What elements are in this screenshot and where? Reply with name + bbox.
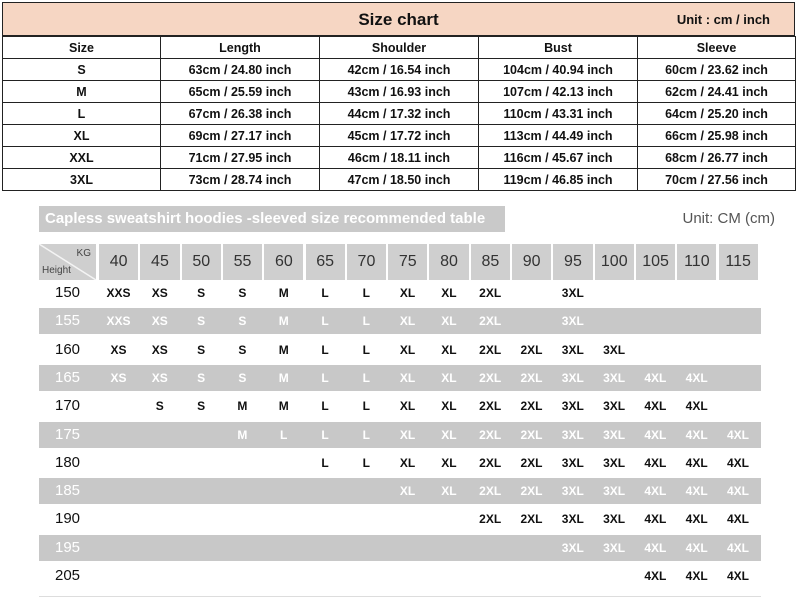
- table-cell: 70cm / 27.56 inch: [638, 169, 796, 191]
- size-cell: 4XL: [726, 455, 749, 470]
- size-cell: M: [278, 314, 289, 329]
- table-row: [39, 422, 761, 448]
- size-cell: 3XL: [603, 370, 626, 385]
- size-cell: M: [278, 286, 289, 300]
- size-cell: XL: [441, 455, 457, 470]
- table-row: [3, 147, 796, 169]
- column-header-sleeve: Sleeve: [638, 37, 796, 59]
- size-cell: 2XL: [520, 370, 543, 385]
- size-cell: 4XL: [685, 540, 708, 555]
- size-cell: M: [237, 399, 248, 414]
- kg-column-header: 75: [388, 244, 427, 280]
- size-cell: 2XL: [479, 314, 502, 329]
- size-cell: 2XL: [479, 427, 502, 442]
- size-cell: S: [197, 399, 206, 414]
- size-cell: S: [238, 286, 247, 300]
- size-cell: 4XL: [644, 427, 667, 442]
- kg-column-header: 95: [553, 244, 592, 280]
- size-cell: 4XL: [685, 427, 708, 442]
- size-cell: XL: [399, 286, 416, 300]
- size-chart-header-row: [3, 37, 796, 59]
- size-cell: XL: [441, 342, 457, 357]
- table-cell: 44cm / 17.32 inch: [320, 103, 479, 125]
- table-cell: XXL: [3, 147, 161, 169]
- column-header-shoulder: Shoulder: [320, 37, 479, 59]
- size-cell: XL: [399, 399, 416, 414]
- size-cell: L: [321, 342, 329, 357]
- size-cell: 3XL: [561, 314, 584, 329]
- size-cell: S: [197, 342, 206, 357]
- size-cell: L: [362, 427, 370, 442]
- size-cell: M: [278, 370, 289, 385]
- height-label: 190: [54, 510, 81, 528]
- size-cell: 4XL: [685, 399, 708, 414]
- height-label: 175: [54, 425, 81, 443]
- size-cell: 4XL: [685, 569, 708, 583]
- size-cell: 4XL: [726, 512, 749, 527]
- table-cell: 69cm / 27.17 inch: [161, 125, 320, 147]
- size-cell: 3XL: [603, 427, 626, 442]
- table-cell: 104cm / 40.94 inch: [479, 59, 638, 81]
- size-chart-title: Size chart: [358, 10, 439, 29]
- size-cell: M: [278, 399, 289, 414]
- kg-column-header: 60: [264, 244, 303, 280]
- size-cell: 2XL: [479, 286, 502, 300]
- size-cell: L: [280, 427, 288, 442]
- table-row: [3, 59, 796, 81]
- height-label: 205: [54, 567, 81, 584]
- size-cell: 4XL: [644, 455, 667, 470]
- size-cell: XL: [441, 427, 457, 442]
- size-cell: XS: [151, 314, 168, 329]
- kg-column-header: 65: [306, 244, 345, 280]
- size-cell: XS: [151, 370, 168, 385]
- size-cell: 4XL: [685, 370, 708, 385]
- size-cell: XL: [441, 314, 457, 329]
- height-label: 150: [54, 284, 81, 301]
- size-cell: 2XL: [520, 427, 543, 442]
- height-label: 170: [54, 397, 81, 415]
- size-cell: 2XL: [479, 370, 502, 385]
- size-cell: 4XL: [685, 512, 708, 527]
- table-row: [39, 393, 761, 419]
- size-cell: L: [362, 455, 370, 470]
- size-cell: 4XL: [685, 455, 708, 470]
- size-cell: 2XL: [479, 342, 502, 357]
- size-cell: 3XL: [561, 540, 584, 555]
- kg-column-header: 40: [99, 244, 138, 280]
- size-chart-header: [2, 2, 795, 36]
- size-cell: 3XL: [603, 540, 626, 555]
- size-cell: S: [238, 342, 247, 357]
- table-cell: 3XL: [3, 169, 161, 191]
- size-cell: 4XL: [644, 484, 667, 499]
- table-cell: 45cm / 17.72 inch: [320, 125, 479, 147]
- table-cell: 47cm / 18.50 inch: [320, 169, 479, 191]
- size-cell: 3XL: [561, 427, 584, 442]
- corner-header: [39, 244, 96, 280]
- kg-column-header: 80: [429, 244, 468, 280]
- size-cell: L: [321, 314, 329, 329]
- size-cell: 2XL: [479, 512, 502, 527]
- table-row: [39, 450, 761, 476]
- table-cell: 65cm / 25.59 inch: [161, 81, 320, 103]
- size-cell: 2XL: [520, 512, 543, 527]
- size-chart-unit: Unit : cm / inch: [676, 12, 770, 27]
- size-cell: XL: [399, 342, 416, 357]
- size-cell: XS: [151, 286, 168, 300]
- table-row: [3, 169, 796, 191]
- size-cell: 3XL: [561, 399, 584, 414]
- table-row: [39, 478, 761, 504]
- size-cell: 2XL: [520, 484, 543, 499]
- size-cell: XL: [441, 399, 457, 414]
- size-chart-table: [2, 36, 796, 191]
- table-cell: 71cm / 27.95 inch: [161, 147, 320, 169]
- size-cell: 3XL: [561, 512, 584, 527]
- table-cell: 113cm / 44.49 inch: [479, 125, 638, 147]
- column-header-length: Length: [161, 37, 320, 59]
- kg-column-header: 85: [471, 244, 510, 280]
- table-cell: 119cm / 46.85 inch: [479, 169, 638, 191]
- size-cell: 2XL: [479, 455, 502, 470]
- column-header-size: Size: [3, 37, 161, 59]
- kg-column-header: 105: [636, 244, 675, 280]
- size-cell: 3XL: [603, 342, 626, 357]
- size-cell: 2XL: [520, 455, 543, 470]
- height-label: 160: [54, 340, 81, 358]
- size-cell: 2XL: [479, 484, 502, 499]
- size-cell: 4XL: [726, 569, 749, 583]
- size-cell: XS: [151, 342, 168, 357]
- size-cell: M: [278, 342, 289, 357]
- size-cell: L: [321, 427, 329, 442]
- kg-column-header: 90: [512, 244, 551, 280]
- size-cell: 4XL: [644, 569, 667, 583]
- size-cell: L: [362, 314, 370, 329]
- size-cell: L: [362, 342, 370, 357]
- size-cell: 3XL: [561, 286, 584, 300]
- size-cell: 2XL: [520, 342, 543, 357]
- table-cell: 42cm / 16.54 inch: [320, 59, 479, 81]
- kg-column-header: 100: [595, 244, 634, 280]
- size-cell: 3XL: [603, 512, 626, 527]
- size-cell: S: [238, 314, 247, 329]
- height-label: 195: [54, 538, 81, 556]
- table-cell: 67cm / 26.38 inch: [161, 103, 320, 125]
- size-cell: S: [197, 370, 206, 385]
- table-cell: XL: [3, 125, 161, 147]
- divider: [39, 596, 761, 597]
- table-row: [3, 81, 796, 103]
- kg-column-header: 50: [182, 244, 221, 280]
- size-cell: S: [197, 314, 206, 329]
- size-cell: 3XL: [603, 484, 626, 499]
- kg-axis-label: KG: [76, 248, 91, 259]
- size-cell: 3XL: [561, 342, 584, 357]
- recommendation-unit: Unit: CM (cm): [682, 210, 775, 227]
- size-cell: XL: [399, 314, 416, 329]
- size-cell: L: [321, 286, 329, 300]
- size-cell: XL: [441, 286, 457, 300]
- table-row: [39, 337, 761, 363]
- table-cell: 63cm / 24.80 inch: [161, 59, 320, 81]
- height-label: 180: [54, 453, 81, 471]
- table-row: [39, 280, 761, 306]
- size-cell: XL: [399, 370, 416, 385]
- size-cell: 4XL: [726, 540, 749, 555]
- table-row: [3, 103, 796, 125]
- table-cell: 43cm / 16.93 inch: [320, 81, 479, 103]
- size-cell: XS: [110, 370, 127, 385]
- size-cell: XXS: [106, 314, 131, 329]
- table-cell: 116cm / 45.67 inch: [479, 147, 638, 169]
- kg-column-header: 45: [140, 244, 179, 280]
- size-cell: XL: [441, 484, 457, 499]
- table-row: [39, 563, 761, 589]
- table-cell: 73cm / 28.74 inch: [161, 169, 320, 191]
- size-cell: 4XL: [726, 484, 749, 499]
- table-cell: L: [3, 103, 161, 125]
- kg-column-header: 55: [223, 244, 262, 280]
- size-cell: 4XL: [644, 540, 667, 555]
- size-cell: L: [362, 286, 370, 300]
- size-cell: L: [321, 370, 329, 385]
- size-cell: L: [321, 455, 329, 470]
- size-cell: 4XL: [726, 427, 749, 442]
- size-cell: L: [321, 399, 329, 414]
- size-cell: 3XL: [603, 399, 626, 414]
- table-cell: 107cm / 42.13 inch: [479, 81, 638, 103]
- height-label: 155: [54, 312, 81, 330]
- table-row: [39, 506, 761, 532]
- size-cell: L: [362, 370, 370, 385]
- size-cell: 4XL: [685, 484, 708, 499]
- size-cell: 2XL: [479, 399, 502, 414]
- size-cell: XXS: [106, 286, 131, 300]
- size-cell: L: [362, 399, 370, 414]
- table-cell: 66cm / 25.98 inch: [638, 125, 796, 147]
- kg-column-header: 70: [347, 244, 386, 280]
- size-cell: M: [237, 427, 248, 442]
- table-row: [39, 535, 761, 561]
- size-cell: 4XL: [644, 399, 667, 414]
- size-cell: XL: [399, 484, 416, 499]
- table-cell: 68cm / 26.77 inch: [638, 147, 796, 169]
- table-cell: 46cm / 18.11 inch: [320, 147, 479, 169]
- size-cell: 3XL: [561, 370, 584, 385]
- size-cell: 3XL: [561, 484, 584, 499]
- kg-column-header: 110: [677, 244, 716, 280]
- size-cell: XL: [441, 370, 457, 385]
- size-cell: XL: [399, 455, 416, 470]
- table-row: [3, 125, 796, 147]
- column-header-bust: Bust: [479, 37, 638, 59]
- size-cell: S: [197, 286, 206, 300]
- size-cell: 4XL: [644, 512, 667, 527]
- size-chart: [2, 2, 795, 191]
- table-cell: 64cm / 25.20 inch: [638, 103, 796, 125]
- size-cell: XL: [399, 427, 416, 442]
- table-row: [39, 308, 761, 334]
- kg-column-header: 115: [719, 244, 758, 280]
- table-cell: M: [3, 81, 161, 103]
- size-cell: 3XL: [561, 455, 584, 470]
- size-recommendation-table: [39, 206, 775, 600]
- height-label: 185: [54, 482, 81, 500]
- size-cell: XS: [110, 342, 127, 357]
- size-cell: 2XL: [520, 399, 543, 414]
- size-cell: S: [155, 399, 164, 414]
- table-cell: 62cm / 24.41 inch: [638, 81, 796, 103]
- size-cell: S: [238, 370, 247, 385]
- height-axis-label: Height: [42, 265, 71, 276]
- height-label: 165: [54, 368, 81, 386]
- size-cell: 4XL: [644, 370, 667, 385]
- size-cell: 3XL: [603, 455, 626, 470]
- table-cell: S: [3, 59, 161, 81]
- table-row: [39, 365, 761, 391]
- table-cell: 60cm / 23.62 inch: [638, 59, 796, 81]
- table-cell: 110cm / 43.31 inch: [479, 103, 638, 125]
- recommendation-title: Capless sweatshirt hoodies -sleeved size recommended table: [39, 206, 505, 232]
